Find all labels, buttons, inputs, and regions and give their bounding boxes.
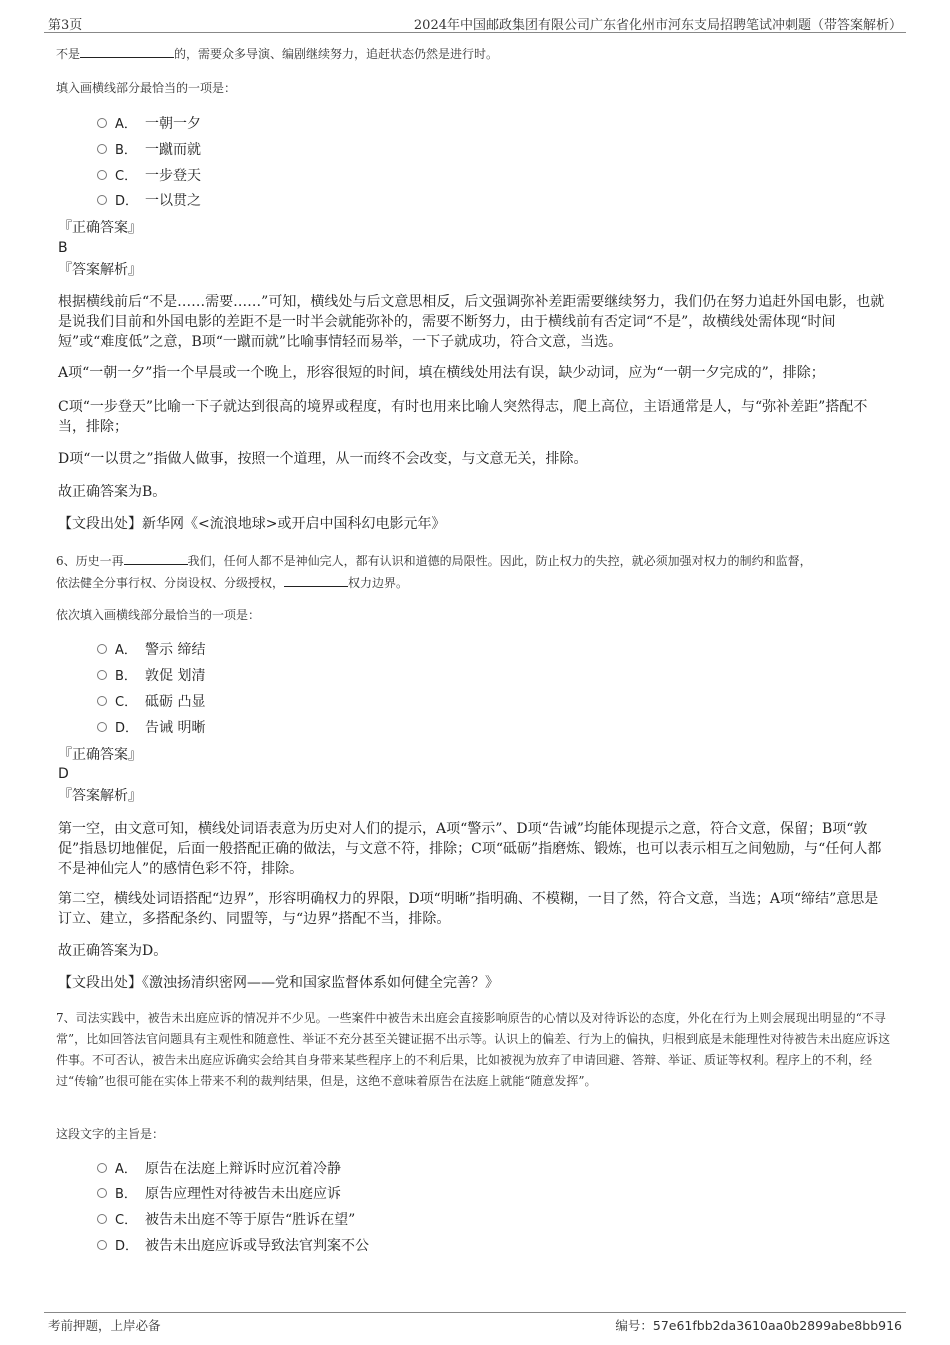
q5-answer-label: 『正确答案』 xyxy=(58,220,142,236)
radio-icon[interactable] xyxy=(97,195,107,205)
radio-icon[interactable] xyxy=(97,670,107,680)
q6-analysis-1: 第一空，由文意可知，横线处词语表意为历史对人们的提示，A项“警示”、D项“告诫”均能体现提示之意，符合文意，保留；B项“敦促”指恳切地催促，后面一般搭配正确的做法，与文意不符，排除；C项“砥砺”指磨炼、锻炼，也可以表示相互之间勉励，与“任何人都不是神仙完人”的感情色彩不符，排除。 xyxy=(58,821,882,877)
q5-answer: B xyxy=(58,240,68,256)
page-footer xyxy=(44,1312,906,1335)
q7-option-c[interactable]: C． 被告未出庭不等于原告“胜诉在望” xyxy=(97,1208,355,1232)
q6-answer: D xyxy=(58,766,69,782)
q5-option-b[interactable]: B． 一蹴而就 xyxy=(97,138,201,162)
q5-analysis-label: 『答案解析』 xyxy=(58,262,142,278)
radio-icon[interactable] xyxy=(97,1214,107,1224)
q6-option-d[interactable]: D． 告诫 明晰 xyxy=(97,716,205,740)
q5-analysis-5: 故正确答案为B。 xyxy=(58,484,167,500)
q5-stem: 不是 的，需要众多导演、编剧继续努力，追赶状态仍然是进行时。 xyxy=(56,43,898,65)
q6-prompt: 依次填入画横线部分最恰当的一项是： xyxy=(56,608,261,622)
radio-icon[interactable] xyxy=(97,118,107,128)
footer-slogan: 考前押题，上岸必备 xyxy=(48,1318,161,1333)
q6-analysis-3: 故正确答案为D。 xyxy=(58,943,168,959)
radio-icon[interactable] xyxy=(97,1163,107,1173)
radio-icon[interactable] xyxy=(97,170,107,180)
q5-option-c[interactable]: C． 一步登天 xyxy=(97,164,201,188)
q6-option-a[interactable]: A． 警示 缔结 xyxy=(97,638,205,662)
q6-stem: 6、历史一再 我们，任何人都不是神仙完人，都有认识和道德的局限性。因此，防止权力的失控，就必须加强对权力的制约和监督， 依法健全分事行权、分岗设权、分级授权， 权力边界。 xyxy=(56,550,898,594)
q7-stem: 7、司法实践中，被告未出庭应诉的情况并不少见。一些案件中被告未出庭会直接影响原告的心情以及对待诉讼的态度，外化在行为上则会展现出明显的“不寻常”，比如回答法官问题具有主观性和随意性、举证不充分甚至关键证据不出示等。认识上的偏差、行为上的偏执，归根到底是未能理性对待被告未出庭应诉这件事。不可否认，被告未出庭应诉确实会给其自身带来某些程序上的不利后果，比如被视为放弃了申请回避、答辩、举证、质证等权利。程序上的不利，经过“传输”也很可能在实体上带来不利的裁判结果，但是，这绝不意味着原告在法庭上就能“随意发挥”。 xyxy=(56,1011,891,1088)
q6-option-c[interactable]: C． 砥砺 凸显 xyxy=(97,690,205,714)
fill-blank xyxy=(124,551,188,565)
q5-option-a[interactable]: A． 一朝一夕 xyxy=(97,112,201,136)
document-id: 编号：57e61fbb2da3610aa0b2899abe8bb916 xyxy=(615,1318,902,1333)
q7-prompt: 这段文字的主旨是： xyxy=(56,1127,165,1141)
radio-icon[interactable] xyxy=(97,644,107,654)
radio-icon[interactable] xyxy=(97,722,107,732)
q6-option-b[interactable]: B． 敦促 划清 xyxy=(97,664,205,688)
page-number: 第3页 xyxy=(48,18,83,33)
fill-blank xyxy=(284,573,348,587)
q7-option-d[interactable]: D． 被告未出庭应诉或导致法官判案不公 xyxy=(97,1234,369,1258)
q5-analysis-3: C项“一步登天”比喻一下子就达到很高的境界或程度，有时也用来比喻人突然得志，爬上高位，主语通常是人，与“弥补差距”搭配不当，排除； xyxy=(58,399,868,435)
radio-icon[interactable] xyxy=(97,696,107,706)
q7-option-b[interactable]: B． 原告应理性对待被告未出庭应诉 xyxy=(97,1182,341,1206)
radio-icon[interactable] xyxy=(97,1240,107,1250)
q6-source: 【文段出处】《激浊扬清织密网——党和国家监督体系如何健全完善？》 xyxy=(58,975,499,991)
q6-analysis-label: 『答案解析』 xyxy=(58,788,142,804)
radio-icon[interactable] xyxy=(97,144,107,154)
q5-source: 【文段出处】新华网《<流浪地球>或开启中国科幻电影元年》 xyxy=(58,516,446,532)
q5-analysis-1: 根据横线前后“不是……需要……”可知，横线处与后文意思相反，后文强调弥补差距需要继续努力，我们仍在努力追赶外国电影，也就是说我们目前和外国电影的差距不是一时半会就能弥补的，需要不断努力，由于横线前有否定词“不是”，故横线处需体现“时间短”或“难度低”之意，B项“一蹴而就”比喻事情轻而易举，一下子就成功，符合文意，当选。 xyxy=(58,294,885,350)
q6-analysis-2: 第二空，横线处词语搭配“边界”，形容明确权力的界限，D项“明晰”指明确、不模糊，一目了然，符合文意，当选；A项“缔结”意思是订立、建立，多搭配条约、同盟等，与“边界”搭配不当，排除。 xyxy=(58,891,879,927)
radio-icon[interactable] xyxy=(97,1188,107,1198)
q7-option-a[interactable]: A． 原告在法庭上辩诉时应沉着冷静 xyxy=(97,1157,341,1181)
q5-prompt: 填入画横线部分最恰当的一项是： xyxy=(56,81,237,95)
q5-option-d[interactable]: D． 一以贯之 xyxy=(97,189,201,213)
q6-answer-label: 『正确答案』 xyxy=(58,747,142,763)
document-title: 2024年中国邮政集团有限公司广东省化州市河东支局招聘笔试冲刺题（带答案解析） xyxy=(413,18,902,33)
q5-analysis-4: D项“一以贯之”指做人做事，按照一个道理，从一而终不会改变，与文意无关，排除。 xyxy=(58,451,588,467)
fill-blank xyxy=(80,44,174,58)
page-header xyxy=(44,12,906,33)
q5-analysis-2: A项“一朝一夕”指一个早晨或一个晚上，形容很短的时间，填在横线处用法有误，缺少动词，应为“一朝一夕完成的”，排除； xyxy=(58,365,825,381)
